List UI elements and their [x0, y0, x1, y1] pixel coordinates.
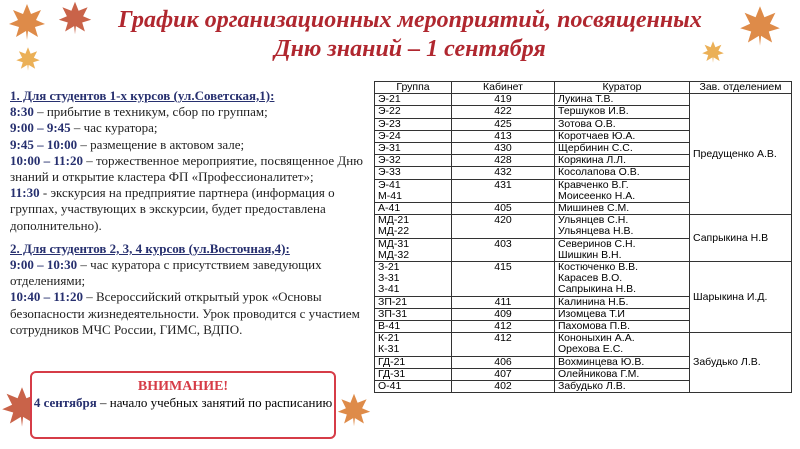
time-label: 10:40 – 11:20: [10, 289, 83, 305]
title-line-2: Дню знаний – 1 сентября: [274, 36, 546, 62]
cell-room: 411: [452, 296, 555, 308]
cell-room: 406: [452, 356, 555, 368]
cell-curator: Кононыхин А.А. Орехова Е.С.: [555, 333, 690, 356]
header-group: Группа: [375, 82, 452, 94]
cell-group: МД-21 МД-22: [375, 215, 452, 238]
cell-group: Э-24: [375, 130, 452, 142]
cell-room: 412: [452, 333, 555, 356]
schedule-table: [374, 81, 792, 393]
item-text: – Всероссийский открытый урок «Основы безопасности жизнедеятельности. Урок проводится с участием сотрудников МЧС России, ГИМС, ВДПО.: [10, 289, 360, 337]
cell-curator: Костюченко В.В. Карасев В.О. Сапрыкина Н.В.: [555, 262, 690, 297]
cell-group: Э-23: [375, 118, 452, 130]
cell-curator: Корякина Л.Л.: [555, 155, 690, 167]
item-text: – прибытие в техникум, сбор по группам;: [33, 104, 268, 120]
cell-room: 409: [452, 308, 555, 320]
cell-room: 403: [452, 238, 555, 261]
cell-group: МД-31 МД-32: [375, 238, 452, 261]
cell-curator: Зотова О.В.: [555, 118, 690, 130]
table-row: [375, 215, 792, 238]
header-curator: Куратор: [555, 82, 690, 94]
cell-room: 419: [452, 94, 555, 106]
notice-box: [30, 371, 336, 439]
notice-title: ВНИМАНИЕ!: [137, 379, 229, 394]
cell-curator: Щербинин С.С.: [555, 143, 690, 155]
cell-room: 415: [452, 262, 555, 297]
cell-room: 432: [452, 167, 555, 179]
cell-group: К-21 К-31: [375, 333, 452, 356]
cell-curator: Кравченко В.Г. Моисеенко Н.А.: [555, 179, 690, 202]
section1-item: [10, 104, 372, 120]
notice-body: – начало учебных занятий по расписанию: [96, 395, 333, 410]
cell-room: 413: [452, 130, 555, 142]
cell-group: Э-41 М-41: [375, 179, 452, 202]
page-title: [100, 6, 720, 64]
cell-curator: Мишинев С.М.: [555, 203, 690, 215]
item-text: – размещение в актовом зале;: [77, 136, 245, 152]
item-text: – час куратора;: [70, 120, 158, 136]
maple-leaf-icon: [55, 0, 95, 36]
cell-curator: Лукина Т.В.: [555, 94, 690, 106]
time-label: 10:00 – 11:20: [10, 152, 83, 168]
table-row: [375, 94, 792, 106]
section1-item: [10, 120, 372, 136]
section2-heading: 2. Для студентов 2, 3, 4 курсов (ул.Восточная,4):: [10, 240, 290, 256]
cell-curator: Калинина Н.Б.: [555, 296, 690, 308]
cell-group: ГД-31: [375, 368, 452, 380]
notice-text: [32, 395, 334, 411]
cell-curator: Тершуков И.В.: [555, 106, 690, 118]
maple-leaf-icon: [4, 2, 50, 42]
item-text: - экскурсия на предприятие партнера (информация о группах, участвующих в экскурсии, будет предоставлена дополнительно).: [10, 185, 335, 233]
cell-group: Э-33: [375, 167, 452, 179]
maple-leaf-icon: [15, 46, 41, 72]
cell-group: ЗП-21: [375, 296, 452, 308]
cell-department-head: Предущенко А.В.: [690, 94, 792, 215]
cell-group: В-41: [375, 321, 452, 333]
cell-room: 428: [452, 155, 555, 167]
time-label: 9:00 – 9:45: [10, 120, 71, 136]
section1-item: [10, 137, 372, 153]
cell-curator: Олейникова Г.М.: [555, 368, 690, 380]
cell-curator: Вохминцева Ю.В.: [555, 356, 690, 368]
time-label: 11:30: [10, 185, 40, 201]
maple-leaf-icon: [336, 392, 372, 428]
table-body: [375, 94, 792, 393]
time-label: 8:30: [10, 104, 34, 120]
notice-date: 4 сентября: [33, 395, 97, 410]
maple-leaf-icon: [735, 4, 785, 48]
cell-group: ЗП-31: [375, 308, 452, 320]
title-line-1: График организационных мероприятий, посвященных: [118, 7, 702, 33]
cell-curator: Северинов С.Н. Шишкин В.Н.: [555, 238, 690, 261]
cell-curator: Изомцева Т.И: [555, 308, 690, 320]
cell-room: 430: [452, 143, 555, 155]
cell-room: 422: [452, 106, 555, 118]
section1-heading: 1. Для студентов 1-х курсов (ул.Советская,1):: [10, 88, 275, 103]
cell-room: 402: [452, 381, 555, 393]
table-row: [375, 262, 792, 297]
cell-department-head: Шарыкина И.Д.: [690, 262, 792, 333]
cell-room: 405: [452, 203, 555, 215]
cell-curator: Косолапова О.В.: [555, 167, 690, 179]
cell-group: Э-31: [375, 143, 452, 155]
cell-room: 412: [452, 321, 555, 333]
time-label: 9:00 – 10:30: [10, 257, 78, 273]
cell-curator: Пахомова П.В.: [555, 321, 690, 333]
cell-group: Э-32: [375, 155, 452, 167]
header-room: Кабинет: [452, 82, 555, 94]
section1-item: [10, 185, 372, 234]
item-text: – торжественное мероприятие, посвященное Дню знаний и открытие кластера ФП «Профессионалитет»;: [10, 152, 363, 185]
section2-item: [10, 257, 372, 289]
header-head: Зав. отделением: [690, 82, 792, 94]
section2-item: [10, 289, 372, 338]
cell-room: 431: [452, 179, 555, 202]
cell-curator: Забудько Л.В.: [555, 381, 690, 393]
cell-curator: Ульянцев С.Н. Ульянцева Н.В.: [555, 215, 690, 238]
table-header-row: [375, 82, 792, 94]
schedule-text: [10, 88, 372, 338]
time-label: 9:45 – 10:00: [10, 136, 78, 152]
item-text: – час куратора с присутствием заведующих отделениями;: [10, 257, 322, 289]
section1-item: [10, 153, 372, 185]
cell-group: Э-22: [375, 106, 452, 118]
cell-department-head: Сапрыкина Н.В: [690, 215, 792, 262]
cell-group: А-41: [375, 203, 452, 215]
cell-room: 425: [452, 118, 555, 130]
cell-room: 420: [452, 215, 555, 238]
cell-curator: Коротчаев Ю.А.: [555, 130, 690, 142]
cell-room: 407: [452, 368, 555, 380]
cell-department-head: Забудько Л.В.: [690, 333, 792, 393]
cell-group: ГД-21: [375, 356, 452, 368]
table-row: [375, 333, 792, 356]
cell-group: Э-21: [375, 94, 452, 106]
cell-group: О-41: [375, 381, 452, 393]
cell-group: З-21 З-31 З-41: [375, 262, 452, 297]
